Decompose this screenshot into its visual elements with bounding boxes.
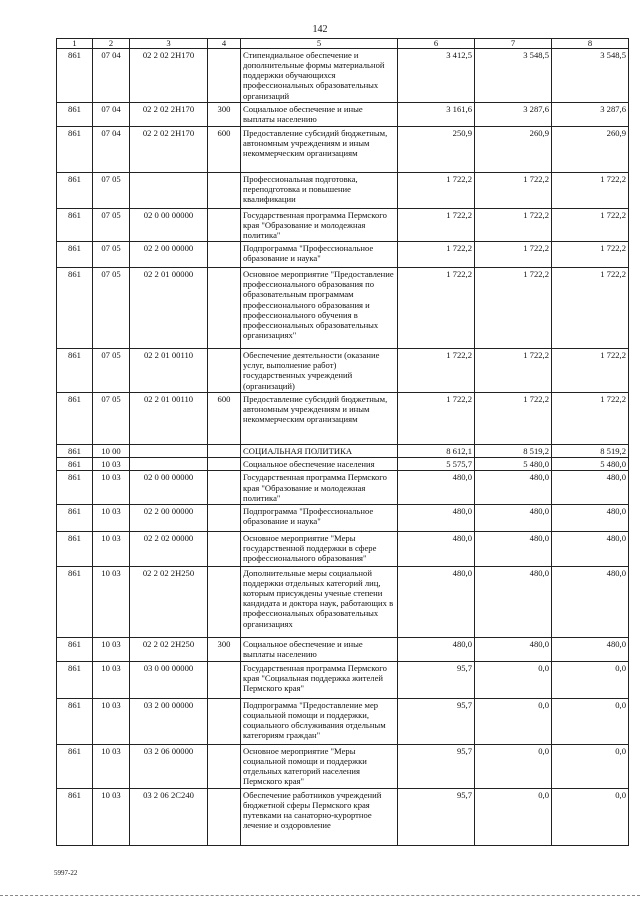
expense-type-cell — [208, 458, 241, 471]
description-cell: Обеспечение деятельности (оказание услуг, выполнение работ) государственных учреждений (организаций) — [241, 349, 398, 393]
budget-table — [56, 38, 629, 846]
section-code-cell: 07 05 — [93, 393, 130, 445]
column-number: 5 — [241, 39, 398, 49]
admin-code-cell: 861 — [57, 393, 93, 445]
admin-code-cell: 861 — [57, 126, 93, 172]
section-code-cell: 10 03 — [93, 788, 130, 845]
table-row — [57, 49, 629, 103]
section-code-cell: 10 03 — [93, 471, 130, 504]
amount-year2-cell: 0,0 — [475, 744, 552, 788]
item-code-cell: 02 2 02 00000 — [130, 531, 208, 566]
item-code-cell: 02 2 02 2Н250 — [130, 566, 208, 637]
amount-year2-cell: 0,0 — [475, 698, 552, 744]
section-code-cell: 10 03 — [93, 661, 130, 698]
admin-code-cell: 861 — [57, 445, 93, 458]
amount-year2-cell: 1 722,2 — [475, 393, 552, 445]
item-code-cell: 02 2 00 00000 — [130, 242, 208, 268]
admin-code-cell: 861 — [57, 637, 93, 661]
amount-year1-cell: 1 722,2 — [398, 268, 475, 349]
amount-year1-cell: 480,0 — [398, 471, 475, 504]
table-row — [57, 471, 629, 504]
table-row — [57, 458, 629, 471]
description-cell: Подпрограмма "Профессиональное образование и наука" — [241, 504, 398, 531]
table-row — [57, 172, 629, 208]
expense-type-cell — [208, 661, 241, 698]
amount-year2-cell: 8 519,2 — [475, 445, 552, 458]
table-row — [57, 566, 629, 637]
amount-year3-cell: 480,0 — [552, 531, 629, 566]
expense-type-cell — [208, 445, 241, 458]
table-row — [57, 504, 629, 531]
expense-type-cell — [208, 788, 241, 845]
description-cell: Предоставление субсидий бюджетным, автономным учреждениям и иным некоммерческим организациям — [241, 126, 398, 172]
amount-year1-cell: 1 722,2 — [398, 242, 475, 268]
item-code-cell: 02 2 02 2Н170 — [130, 102, 208, 126]
table-row — [57, 268, 629, 349]
expense-type-cell — [208, 349, 241, 393]
amount-year1-cell: 95,7 — [398, 698, 475, 744]
amount-year3-cell: 1 722,2 — [552, 208, 629, 241]
amount-year3-cell: 1 722,2 — [552, 393, 629, 445]
amount-year3-cell: 480,0 — [552, 566, 629, 637]
amount-year3-cell: 1 722,2 — [552, 349, 629, 393]
amount-year2-cell: 480,0 — [475, 531, 552, 566]
admin-code-cell: 861 — [57, 242, 93, 268]
section-code-cell: 10 03 — [93, 744, 130, 788]
section-code-cell: 07 05 — [93, 172, 130, 208]
section-code-cell: 07 05 — [93, 349, 130, 393]
admin-code-cell: 861 — [57, 661, 93, 698]
admin-code-cell: 861 — [57, 349, 93, 393]
document-code: 5997-22 — [54, 869, 78, 877]
description-cell: Основное мероприятие "Предоставление профессионального образования по образовательным программам профессионального образования и профессионального обучения в профессиональных образовательных организациях" — [241, 268, 398, 349]
description-cell: Предоставление субсидий бюджетным, автономным учреждениям и иным некоммерческим организациям — [241, 393, 398, 445]
admin-code-cell: 861 — [57, 698, 93, 744]
section-code-cell: 10 03 — [93, 504, 130, 531]
amount-year2-cell: 480,0 — [475, 471, 552, 504]
description-cell: Профессиональная подготовка, переподготовка и повышение квалификации — [241, 172, 398, 208]
amount-year3-cell: 1 722,2 — [552, 172, 629, 208]
amount-year1-cell: 480,0 — [398, 566, 475, 637]
table-row — [57, 637, 629, 661]
item-code-cell: 03 2 00 00000 — [130, 698, 208, 744]
admin-code-cell: 861 — [57, 531, 93, 566]
item-code-cell — [130, 445, 208, 458]
expense-type-cell — [208, 242, 241, 268]
description-cell: Социальное обеспечение и иные выплаты населению — [241, 637, 398, 661]
section-code-cell: 07 04 — [93, 102, 130, 126]
amount-year1-cell: 95,7 — [398, 788, 475, 845]
item-code-cell: 03 2 06 00000 — [130, 744, 208, 788]
admin-code-cell: 861 — [57, 471, 93, 504]
section-code-cell: 10 03 — [93, 637, 130, 661]
section-code-cell: 10 03 — [93, 458, 130, 471]
amount-year2-cell: 0,0 — [475, 661, 552, 698]
admin-code-cell: 861 — [57, 268, 93, 349]
expense-type-cell — [208, 172, 241, 208]
admin-code-cell: 861 — [57, 744, 93, 788]
amount-year1-cell: 95,7 — [398, 661, 475, 698]
expense-type-cell: 300 — [208, 102, 241, 126]
amount-year1-cell: 480,0 — [398, 531, 475, 566]
section-code-cell: 07 04 — [93, 126, 130, 172]
amount-year2-cell: 480,0 — [475, 504, 552, 531]
expense-type-cell — [208, 268, 241, 349]
item-code-cell: 02 2 02 2Н170 — [130, 126, 208, 172]
expense-type-cell — [208, 49, 241, 103]
amount-year3-cell: 260,9 — [552, 126, 629, 172]
admin-code-cell: 861 — [57, 504, 93, 531]
amount-year2-cell: 3 287,6 — [475, 102, 552, 126]
table-row — [57, 242, 629, 268]
expense-type-cell — [208, 471, 241, 504]
table-row — [57, 126, 629, 172]
section-code-cell: 07 05 — [93, 242, 130, 268]
section-code-cell: 07 05 — [93, 208, 130, 241]
section-code-cell: 07 05 — [93, 268, 130, 349]
amount-year3-cell: 480,0 — [552, 471, 629, 504]
amount-year2-cell: 260,9 — [475, 126, 552, 172]
section-code-cell: 07 04 — [93, 49, 130, 103]
item-code-cell: 03 2 06 2С240 — [130, 788, 208, 845]
amount-year3-cell: 5 480,0 — [552, 458, 629, 471]
amount-year1-cell: 1 722,2 — [398, 172, 475, 208]
amount-year3-cell: 3 287,6 — [552, 102, 629, 126]
amount-year3-cell: 0,0 — [552, 661, 629, 698]
expense-type-cell — [208, 698, 241, 744]
expense-type-cell — [208, 504, 241, 531]
amount-year1-cell: 480,0 — [398, 637, 475, 661]
item-code-cell: 02 2 02 2Н250 — [130, 637, 208, 661]
description-cell: Социальное обеспечение населения — [241, 458, 398, 471]
description-cell: Стипендиальное обеспечение и дополнительные формы материальной поддержки обучающихся профессиональных образовательных организаций — [241, 49, 398, 103]
description-cell: Социальное обеспечение и иные выплаты населению — [241, 102, 398, 126]
amount-year2-cell: 0,0 — [475, 788, 552, 845]
amount-year1-cell: 3 161,6 — [398, 102, 475, 126]
expense-type-cell — [208, 531, 241, 566]
amount-year3-cell: 1 722,2 — [552, 268, 629, 349]
admin-code-cell: 861 — [57, 172, 93, 208]
amount-year1-cell: 8 612,1 — [398, 445, 475, 458]
description-cell: Государственная программа Пермского края "Социальная поддержка жителей Пермского края" — [241, 661, 398, 698]
table-row — [57, 698, 629, 744]
amount-year3-cell: 1 722,2 — [552, 242, 629, 268]
table-row — [57, 445, 629, 458]
item-code-cell: 02 0 00 00000 — [130, 208, 208, 241]
table-body — [57, 49, 629, 846]
amount-year3-cell: 480,0 — [552, 637, 629, 661]
amount-year3-cell: 3 548,5 — [552, 49, 629, 103]
column-number: 1 — [57, 39, 93, 49]
column-number: 6 — [398, 39, 475, 49]
amount-year2-cell: 1 722,2 — [475, 268, 552, 349]
amount-year2-cell: 5 480,0 — [475, 458, 552, 471]
amount-year3-cell: 0,0 — [552, 744, 629, 788]
amount-year1-cell: 1 722,2 — [398, 349, 475, 393]
admin-code-cell: 861 — [57, 788, 93, 845]
description-cell: Обеспечение работников учреждений бюджетной сферы Пермского края путевками на санаторно-курортное лечение и оздоровление — [241, 788, 398, 845]
amount-year3-cell: 0,0 — [552, 788, 629, 845]
expense-type-cell — [208, 566, 241, 637]
table-row — [57, 102, 629, 126]
column-number: 3 — [130, 39, 208, 49]
section-code-cell: 10 00 — [93, 445, 130, 458]
description-cell: Дополнительные меры социальной поддержки отдельных категорий лиц, которым присуждены ученые степени кандидата и доктора наук, работающих в профессиональных образовательных организациях — [241, 566, 398, 637]
amount-year3-cell: 0,0 — [552, 698, 629, 744]
section-code-cell: 10 03 — [93, 698, 130, 744]
amount-year1-cell: 250,9 — [398, 126, 475, 172]
expense-type-cell: 600 — [208, 126, 241, 172]
description-cell: Государственная программа Пермского края "Образование и молодежная политика" — [241, 208, 398, 241]
amount-year2-cell: 480,0 — [475, 637, 552, 661]
bottom-rule — [0, 895, 640, 896]
section-code-cell: 10 03 — [93, 566, 130, 637]
amount-year1-cell: 3 412,5 — [398, 49, 475, 103]
expense-type-cell: 300 — [208, 637, 241, 661]
column-number: 7 — [475, 39, 552, 49]
admin-code-cell: 861 — [57, 208, 93, 241]
column-number-row — [57, 39, 629, 49]
table-row — [57, 349, 629, 393]
page-number: 142 — [312, 24, 328, 35]
amount-year2-cell: 1 722,2 — [475, 349, 552, 393]
column-number: 8 — [552, 39, 629, 49]
table-row — [57, 661, 629, 698]
item-code-cell: 02 2 01 00110 — [130, 349, 208, 393]
amount-year2-cell: 3 548,5 — [475, 49, 552, 103]
item-code-cell: 02 2 01 00000 — [130, 268, 208, 349]
expense-type-cell — [208, 744, 241, 788]
amount-year2-cell: 480,0 — [475, 566, 552, 637]
item-code-cell: 02 2 02 2Н170 — [130, 49, 208, 103]
table-row — [57, 393, 629, 445]
table-row — [57, 208, 629, 241]
amount-year2-cell: 1 722,2 — [475, 242, 552, 268]
description-cell: Государственная программа Пермского края "Образование и молодежная политика" — [241, 471, 398, 504]
expense-type-cell — [208, 208, 241, 241]
description-cell: Подпрограмма "Предоставление мер социальной помощи и поддержки, социального обслуживания отдельным категориям граждан" — [241, 698, 398, 744]
table-row — [57, 531, 629, 566]
amount-year1-cell: 5 575,7 — [398, 458, 475, 471]
amount-year2-cell: 1 722,2 — [475, 208, 552, 241]
item-code-cell: 03 0 00 00000 — [130, 661, 208, 698]
item-code-cell — [130, 458, 208, 471]
amount-year3-cell: 8 519,2 — [552, 445, 629, 458]
item-code-cell: 02 0 00 00000 — [130, 471, 208, 504]
column-number: 4 — [208, 39, 241, 49]
admin-code-cell: 861 — [57, 49, 93, 103]
table-row — [57, 788, 629, 845]
admin-code-cell: 861 — [57, 102, 93, 126]
admin-code-cell: 861 — [57, 566, 93, 637]
admin-code-cell: 861 — [57, 458, 93, 471]
item-code-cell — [130, 172, 208, 208]
item-code-cell: 02 2 01 00110 — [130, 393, 208, 445]
amount-year1-cell: 1 722,2 — [398, 393, 475, 445]
amount-year1-cell: 95,7 — [398, 744, 475, 788]
table-row — [57, 744, 629, 788]
description-cell: Подпрограмма "Профессиональное образование и наука" — [241, 242, 398, 268]
amount-year2-cell: 1 722,2 — [475, 172, 552, 208]
expense-type-cell: 600 — [208, 393, 241, 445]
amount-year3-cell: 480,0 — [552, 504, 629, 531]
amount-year1-cell: 1 722,2 — [398, 208, 475, 241]
description-cell: СОЦИАЛЬНАЯ ПОЛИТИКА — [241, 445, 398, 458]
description-cell: Основное мероприятие "Меры государственной поддержки в сфере профессионального образования" — [241, 531, 398, 566]
section-code-cell: 10 03 — [93, 531, 130, 566]
column-number: 2 — [93, 39, 130, 49]
item-code-cell: 02 2 00 00000 — [130, 504, 208, 531]
amount-year1-cell: 480,0 — [398, 504, 475, 531]
description-cell: Основное мероприятие "Меры социальной помощи и поддержки отдельных категорий населения Пермского края" — [241, 744, 398, 788]
